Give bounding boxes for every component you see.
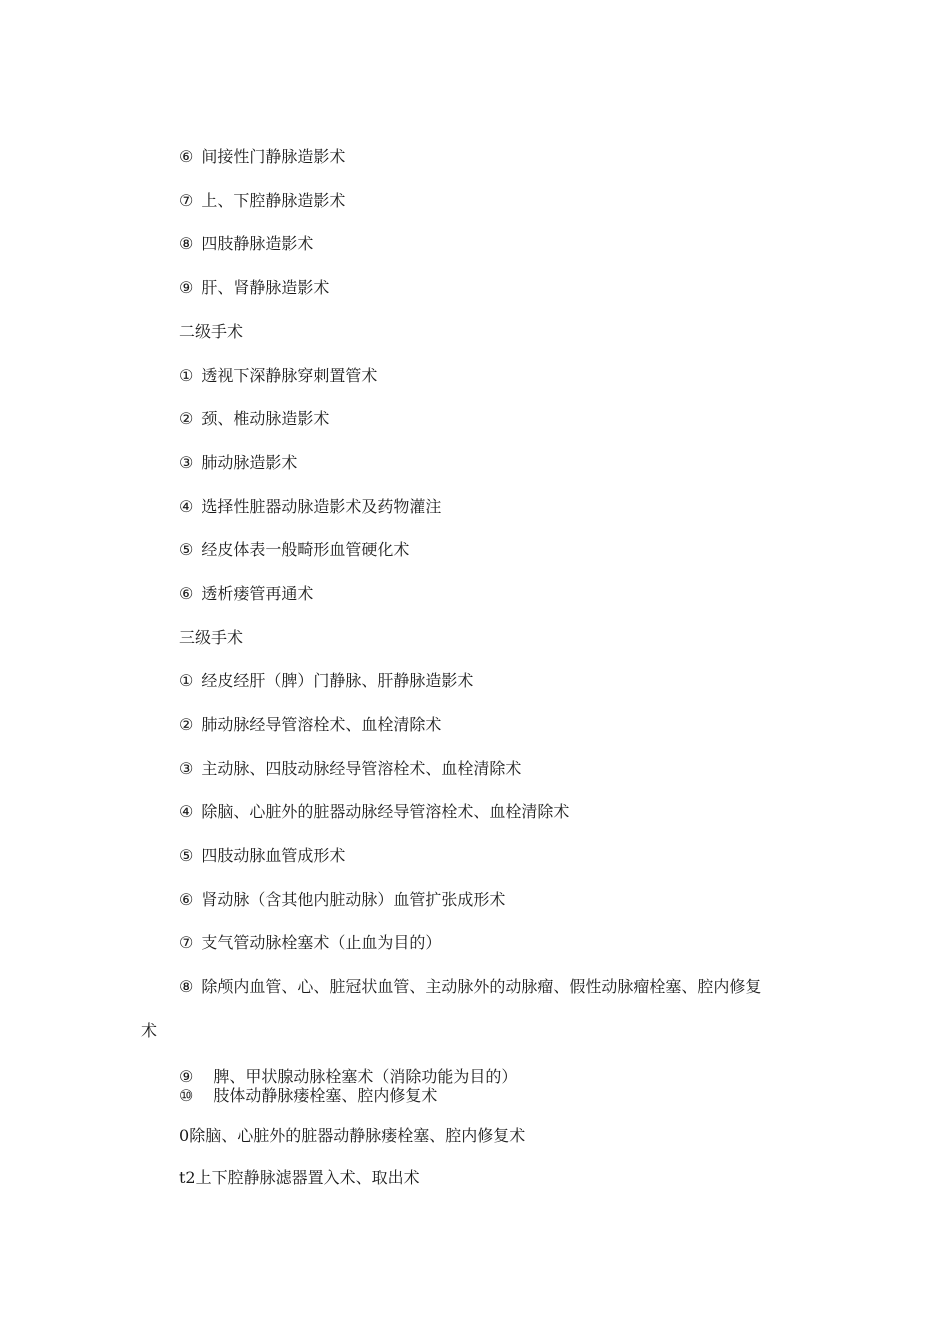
item-number: ②: [179, 715, 194, 734]
item-text: 上、下腔静脉造影术: [201, 191, 346, 210]
list-item: [179, 846, 345, 866]
list-item: [179, 671, 473, 691]
list-item: [179, 715, 441, 735]
list-item: [179, 409, 329, 429]
list-item: [179, 802, 569, 822]
list-item: [179, 1168, 420, 1188]
item-number: ⑦: [179, 191, 194, 210]
item-text: 经皮经肝（脾）门静脉、肝静脉造影术: [201, 671, 474, 690]
item-text: 除颅内血管、心、脏冠状血管、主动脉外的动脉瘤、假性动脉瘤栓塞、腔内修复: [201, 977, 762, 996]
item-text: 除脑、心脏外的脏器动脉经导管溶栓术、血栓清除术: [201, 802, 570, 821]
item-text: 肺动脉经导管溶栓术、血栓清除术: [201, 715, 442, 734]
list-item: [179, 366, 377, 386]
heading-text: 二级手术: [179, 322, 244, 341]
item-number: ③: [179, 759, 194, 778]
item-number: ⑩: [179, 1086, 194, 1105]
list-item: [179, 540, 409, 560]
item-number: ⑨: [179, 278, 194, 297]
item-number: ⑨: [179, 1067, 194, 1086]
section-heading: [179, 322, 243, 342]
item-number: ⑥: [179, 890, 194, 909]
item-text: 四肢动脉血管成形术: [201, 846, 346, 865]
item-number: ⑤: [179, 846, 194, 865]
list-item-continuation: [141, 1021, 157, 1041]
list-item: [179, 278, 329, 298]
item-number: ①: [179, 671, 194, 690]
heading-text: 三级手术: [179, 628, 244, 647]
list-item: [179, 1067, 517, 1087]
item-number: t2: [179, 1168, 196, 1187]
list-item: [179, 933, 441, 953]
list-item: [179, 890, 505, 910]
item-text: 四肢静脉造影术: [201, 234, 314, 253]
list-item: [179, 1086, 437, 1106]
item-text: 选择性脏器动脉造影术及药物灌注: [201, 497, 442, 516]
section-heading: [179, 628, 243, 648]
item-number: ⑧: [179, 234, 194, 253]
item-text: 脾、甲状腺动脉栓塞术（消除功能为目的）: [213, 1067, 518, 1086]
item-text: 除脑、心脏外的脏器动静脉瘘栓塞、腔内修复术: [189, 1126, 526, 1145]
item-number: 0: [179, 1126, 190, 1145]
item-number: ⑧: [179, 977, 194, 996]
item-number: ⑦: [179, 933, 194, 952]
item-number: ③: [179, 453, 194, 472]
item-text: 经皮体表一般畸形血管硬化术: [201, 540, 410, 559]
list-item: [179, 759, 521, 779]
item-text: 上下腔静脉滤器置入术、取出术: [195, 1168, 420, 1187]
item-number: ④: [179, 497, 194, 516]
item-text: 支气管动脉栓塞术（止血为目的）: [201, 933, 442, 952]
list-item: [179, 1126, 525, 1146]
item-text: 间接性门静脉造影术: [201, 147, 346, 166]
item-number: ④: [179, 802, 194, 821]
item-text: 肝、肾静脉造影术: [201, 278, 330, 297]
item-text: 透视下深静脉穿刺置管术: [201, 366, 378, 385]
item-text: 颈、椎动脉造影术: [201, 409, 330, 428]
list-item: [179, 497, 441, 517]
item-text: 主动脉、四肢动脉经导管溶栓术、血栓清除术: [201, 759, 522, 778]
list-item: [179, 147, 345, 167]
list-item: [179, 453, 297, 473]
item-text: 术: [141, 1021, 158, 1040]
list-item: [179, 584, 313, 604]
item-text: 透析瘘管再通术: [201, 584, 314, 603]
list-item: [179, 234, 313, 254]
list-item: [179, 191, 345, 211]
item-number: ⑤: [179, 540, 194, 559]
item-number: ⑥: [179, 584, 194, 603]
item-text: 肢体动静脉瘘栓塞、腔内修复术: [213, 1086, 438, 1105]
list-item: [179, 977, 761, 997]
item-number: ②: [179, 409, 194, 428]
item-number: ①: [179, 366, 194, 385]
item-number: ⑥: [179, 147, 194, 166]
item-text: 肺动脉造影术: [201, 453, 298, 472]
item-text: 肾动脉（含其他内脏动脉）血管扩张成形术: [201, 890, 506, 909]
